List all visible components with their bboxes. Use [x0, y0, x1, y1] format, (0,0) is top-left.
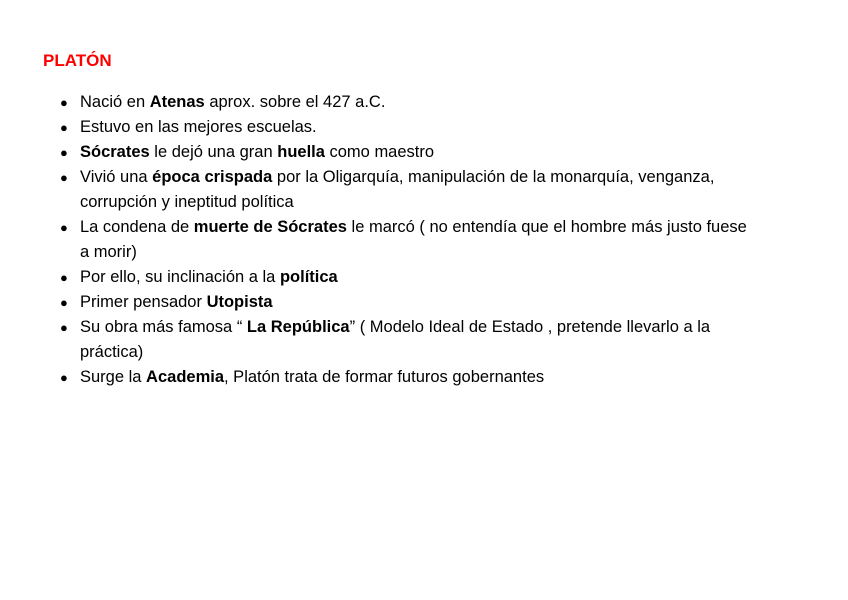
bullet-line — [80, 215, 848, 240]
bullet-dot-icon: ● — [60, 370, 68, 385]
bullet-dot-icon: ● — [60, 145, 68, 160]
bold-text: Sócrates — [80, 143, 150, 161]
bullet-item — [58, 165, 848, 215]
bullet-dot-icon: ● — [60, 120, 68, 135]
text-segment: Vivió una — [80, 168, 153, 186]
text-segment: Primer pensador — [80, 293, 207, 311]
bullet-line — [80, 115, 848, 140]
bold-text: política — [279, 268, 338, 286]
bullet-dot-icon: ● — [60, 295, 68, 310]
bullet-item — [58, 365, 848, 390]
text-segment: le marcó ( no entendía que el hombre más justo fuese — [346, 218, 747, 236]
bullet-line — [80, 240, 848, 265]
bold-text: muerte de Sócrates — [193, 218, 347, 236]
bullet-list — [58, 90, 848, 390]
bullet-item — [58, 290, 848, 315]
text-segment: Surge la — [80, 368, 147, 386]
text-segment: le dejó una gran — [149, 143, 278, 161]
text-segment: práctica) — [80, 343, 144, 361]
bullet-line — [80, 90, 848, 115]
bold-text: Atenas — [149, 93, 205, 111]
text-segment: Estuvo en las mejores escuelas. — [80, 118, 317, 136]
text-segment: Su obra más famosa “ — [80, 318, 247, 336]
bullet-item — [58, 140, 848, 165]
bullet-line — [80, 140, 848, 165]
text-segment: La condena de — [80, 218, 194, 236]
bullet-line — [80, 165, 848, 190]
bold-text: Academia — [146, 368, 225, 386]
bullet-line — [80, 190, 848, 215]
text-segment: corrupción y ineptitud política — [80, 193, 294, 211]
bold-text: La República — [246, 318, 350, 336]
bullet-dot-icon: ● — [60, 170, 68, 185]
bullet-dot-icon: ● — [60, 95, 68, 110]
bullet-item — [58, 315, 848, 365]
bullet-item — [58, 115, 848, 140]
bullet-item — [58, 265, 848, 290]
text-segment: , Platón trata de formar futuros gobernantes — [224, 368, 545, 386]
bullet-dot-icon: ● — [60, 220, 68, 235]
bullet-line — [80, 265, 848, 290]
bold-text: época crispada — [152, 168, 273, 186]
text-segment: por la Oligarquía, manipulación de la monarquía, venganza, — [272, 168, 715, 186]
text-segment: como maestro — [324, 143, 435, 161]
text-segment: ” ( Modelo Ideal de Estado , pretende llevarlo a la — [349, 318, 711, 336]
bullet-dot-icon: ● — [60, 270, 68, 285]
bullet-line — [80, 340, 848, 365]
bullet-dot-icon: ● — [60, 320, 68, 335]
bold-text: huella — [277, 143, 325, 161]
text-segment: aprox. sobre el 427 a.C. — [204, 93, 386, 111]
bullet-item — [58, 215, 848, 265]
bullet-line — [80, 365, 848, 390]
slide-title: PLATÓN — [43, 51, 112, 70]
text-segment: Nació en — [80, 93, 150, 111]
text-segment: Por ello, su inclinación a la — [80, 268, 280, 286]
bold-text: Utopista — [206, 293, 273, 311]
text-segment: a morir) — [80, 243, 137, 261]
bullet-line — [80, 315, 848, 340]
bullet-line — [80, 290, 848, 315]
bullet-item — [58, 90, 848, 115]
